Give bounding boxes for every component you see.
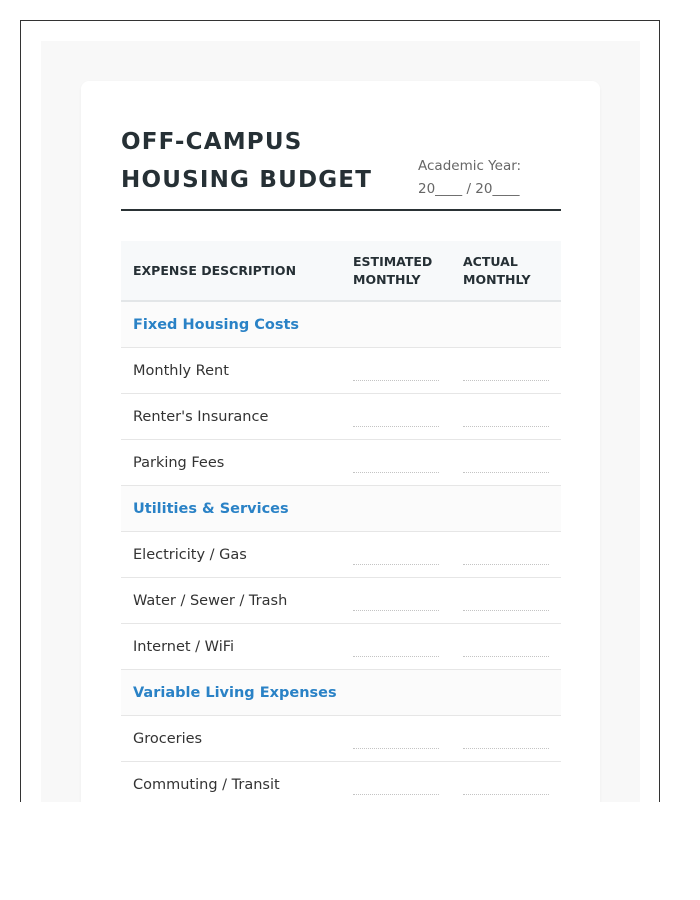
table-row	[121, 394, 561, 440]
sheet-content	[121, 125, 561, 802]
expense-description: Electricity / Gas	[121, 532, 341, 578]
column-header-estimated: ESTIMATED MONTHLY	[341, 241, 451, 301]
sheet-header	[121, 125, 561, 211]
page-title: OFF-CAMPUS HOUSING BUDGET	[121, 129, 373, 193]
table-row	[121, 716, 561, 762]
table-row	[121, 578, 561, 624]
table-row	[121, 532, 561, 578]
estimated-blank-line[interactable]	[353, 564, 439, 565]
actual-amount-field[interactable]	[451, 532, 561, 578]
table-header-row	[121, 241, 561, 301]
estimated-amount-field[interactable]	[341, 440, 451, 486]
actual-amount-field[interactable]	[451, 578, 561, 624]
table-row	[121, 440, 561, 486]
estimated-amount-field[interactable]	[341, 624, 451, 670]
table-row	[121, 348, 561, 394]
section-label: Utilities & Services	[121, 486, 561, 532]
budget-sheet	[81, 81, 600, 802]
expense-description: Internet / WiFi	[121, 624, 341, 670]
budget-table	[121, 241, 561, 802]
actual-blank-line[interactable]	[463, 610, 549, 611]
actual-blank-line[interactable]	[463, 564, 549, 565]
actual-blank-line[interactable]	[463, 794, 549, 795]
estimated-amount-field[interactable]	[341, 394, 451, 440]
actual-blank-line[interactable]	[463, 380, 549, 381]
table-row	[121, 624, 561, 670]
estimated-amount-field[interactable]	[341, 348, 451, 394]
estimated-blank-line[interactable]	[353, 748, 439, 749]
estimated-blank-line[interactable]	[353, 380, 439, 381]
section-row-variable-living	[121, 670, 561, 716]
expense-description: Parking Fees	[121, 440, 341, 486]
section-row-fixed-housing	[121, 301, 561, 348]
column-header-actual: ACTUAL MONTHLY	[451, 241, 561, 301]
estimated-amount-field[interactable]	[341, 578, 451, 624]
estimated-amount-field[interactable]	[341, 762, 451, 803]
estimated-blank-line[interactable]	[353, 794, 439, 795]
estimated-amount-field[interactable]	[341, 532, 451, 578]
page-frame	[20, 20, 660, 802]
expense-description: Monthly Rent	[121, 348, 341, 394]
actual-amount-field[interactable]	[451, 762, 561, 803]
section-label: Variable Living Expenses	[121, 670, 561, 716]
actual-blank-line[interactable]	[463, 426, 549, 427]
estimated-amount-field[interactable]	[341, 716, 451, 762]
table-row	[121, 762, 561, 803]
page-background	[41, 41, 640, 802]
expense-description: Renter's Insurance	[121, 394, 341, 440]
actual-amount-field[interactable]	[451, 716, 561, 762]
section-label: Fixed Housing Costs	[121, 301, 561, 348]
estimated-blank-line[interactable]	[353, 472, 439, 473]
estimated-blank-line[interactable]	[353, 426, 439, 427]
actual-blank-line[interactable]	[463, 748, 549, 749]
actual-amount-field[interactable]	[451, 348, 561, 394]
actual-blank-line[interactable]	[463, 472, 549, 473]
actual-blank-line[interactable]	[463, 656, 549, 657]
estimated-blank-line[interactable]	[353, 610, 439, 611]
section-row-utilities	[121, 486, 561, 532]
actual-amount-field[interactable]	[451, 440, 561, 486]
actual-amount-field[interactable]	[451, 394, 561, 440]
expense-description: Groceries	[121, 716, 341, 762]
actual-amount-field[interactable]	[451, 624, 561, 670]
column-header-description: EXPENSE DESCRIPTION	[121, 241, 341, 301]
expense-description: Water / Sewer / Trash	[121, 578, 341, 624]
estimated-blank-line[interactable]	[353, 656, 439, 657]
academic-year-field[interactable]: Academic Year: 20____ / 20____	[418, 158, 522, 197]
expense-description: Commuting / Transit	[121, 762, 341, 803]
